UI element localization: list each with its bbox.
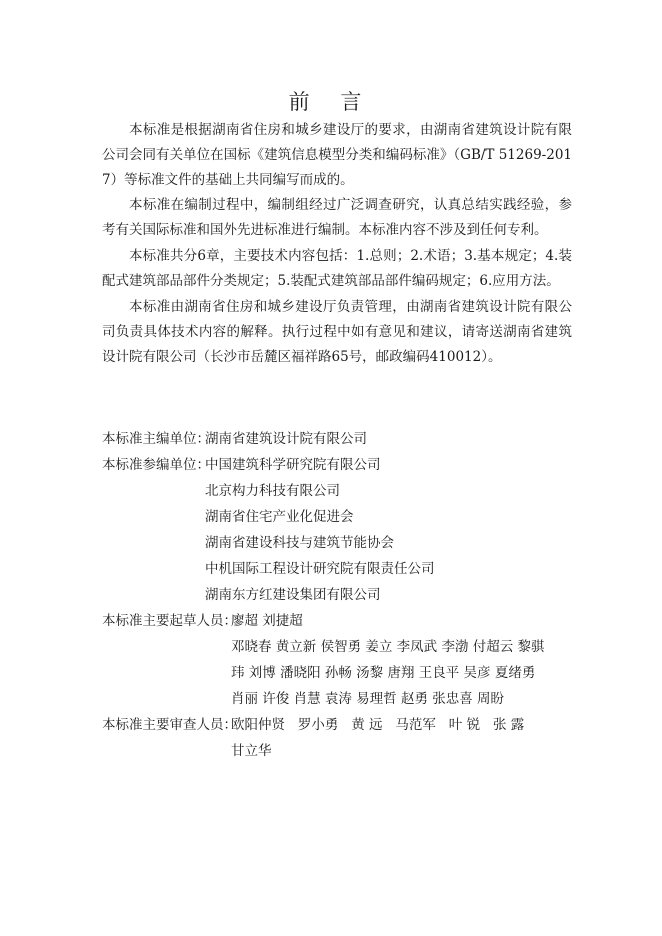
intro-paragraph: 本标准是根据湖南省住房和城乡建设厅的要求，由湖南省建筑设计院有限公司会同有关单位在国标《建筑信息模型分类和编码标准》（GB/T 51269-2017）等标准文件的基础上共同编写而成的。 — [102, 122, 572, 188]
participating-unit-name: 中机国际工程设计研究院有限责任公司 — [205, 561, 435, 577]
process-paragraph: 本标准在编制过程中，编制组经过广泛调查研究，认真总结实践经验，参考有关国际标准和国外先进标准进行编制。本标准内容不涉及到任何专利。 — [102, 197, 572, 238]
reviewers-list-line: 甘立华 — [231, 743, 272, 759]
reviewers-label: 本标准主要审查人员： — [102, 717, 237, 733]
contents-paragraph: 本标准共分6章，主要技术内容包括：1.总则；2.术语；3.基本规定；4.装配式建筑部品部件分类规定；5.装配式建筑部品部件编码规定；6.应用方法。 — [102, 248, 572, 289]
chief-unit-name: 湖南省建筑设计院有限公司 — [205, 431, 367, 447]
participating-unit-name: 北京构力科技有限公司 — [205, 483, 340, 499]
management-paragraph: 本标准由湖南省住房和城乡建设厅负责管理，由湖南省建筑设计院有限公司负责具体技术内容的解释。执行过程中如有意见和建议，请寄送湖南省建筑设计院有限公司（长沙市岳麓区福祥路65号，邮政编码410012）。 — [102, 299, 572, 365]
participating-unit-name: 湖南东方红建设集团有限公司 — [205, 587, 381, 603]
page-title: 前 言 — [288, 90, 374, 114]
participating-units-label: 本标准参编单位： — [102, 457, 210, 473]
participating-unit-name: 中国建筑科学研究院有限公司 — [205, 457, 381, 473]
drafters-list-line: 邓晓春 黄立新 侯智勇 姜立 李凤武 李渤 付超云 黎骐 — [231, 639, 545, 655]
drafters-label: 本标准主要起草人员： — [102, 613, 237, 629]
reviewers-list-line: 欧阳仲贤 罗小勇 黄 远 马范军 叶 锐 张 露 — [231, 717, 525, 733]
participating-unit-name: 湖南省住宅产业化促进会 — [205, 509, 354, 525]
drafters-list-line: 肖丽 许俊 肖慧 袁涛 易理哲 赵勇 张忠喜 周盼 — [231, 691, 505, 707]
drafters-list-line: 玮 刘博 潘晓阳 孙畅 汤黎 唐翔 王良平 吴彦 夏绪勇 — [231, 665, 536, 681]
chief-unit-label: 本标准主编单位： — [102, 431, 210, 447]
drafters-list-line: 廖超 刘捷超 — [231, 613, 303, 629]
participating-unit-name: 湖南省建设科技与建筑节能协会 — [205, 535, 394, 551]
